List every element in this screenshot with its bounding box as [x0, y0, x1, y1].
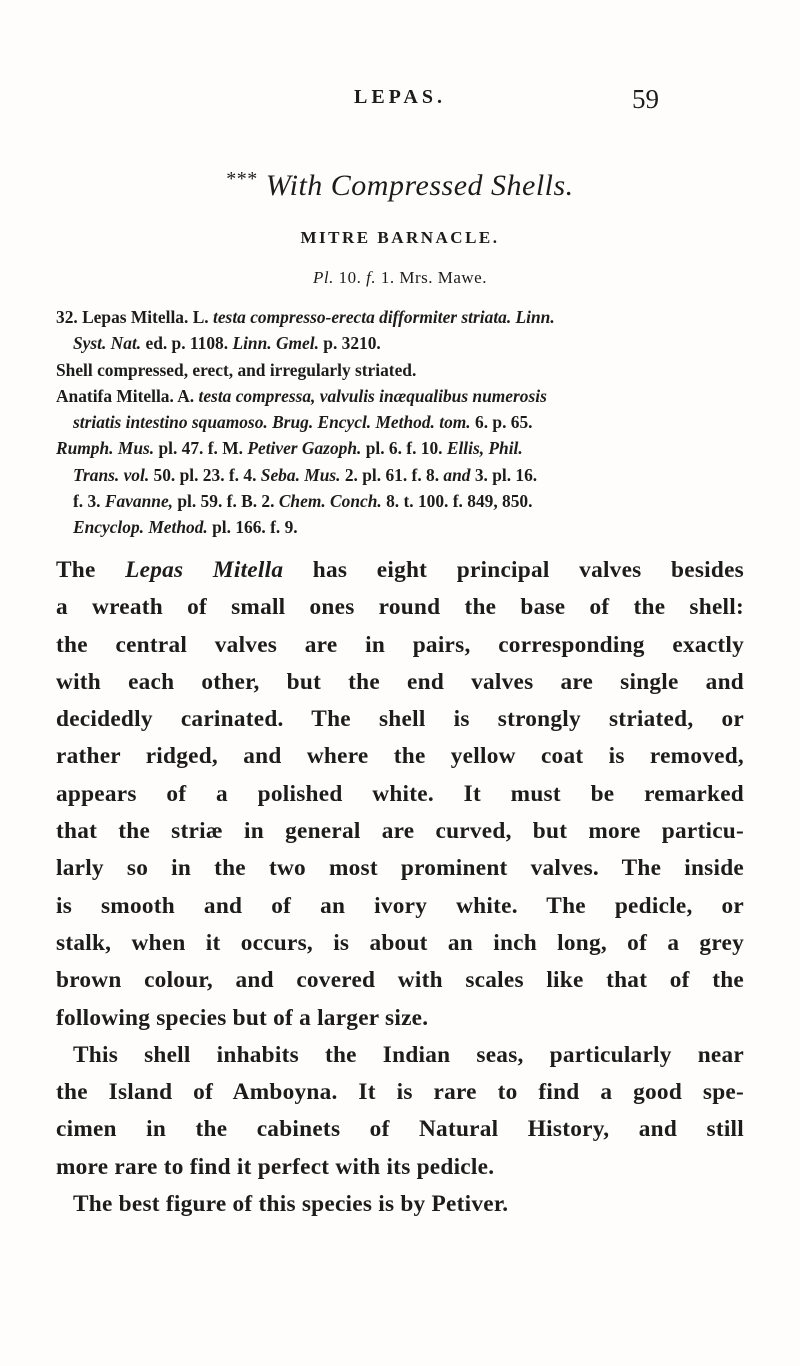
- syn-text: pl. 47. f. M.: [154, 438, 248, 459]
- syn-text: 32. Lepas Mitella. L.: [56, 307, 213, 327]
- syn-text: f. 3.: [73, 491, 105, 512]
- description-line: a wreath of small ones round the base of the shell:: [56, 594, 744, 621]
- syn-text: ed. p. 1108.: [141, 333, 233, 354]
- description-line: [56, 552, 744, 589]
- syn-translation: Shell compressed, erect, and irregularly striated.: [56, 359, 417, 380]
- syn-text: 2. pl. 61. f. 8.: [340, 464, 444, 485]
- description-line: the Island of Amboyna. It is rare to find a good spe-: [56, 1079, 744, 1106]
- description-line: the central valves are in pairs, corresponding exactly: [56, 631, 744, 658]
- syn-italic: Encyclop. Method.: [73, 517, 208, 538]
- synonymy-line: [56, 409, 716, 435]
- description-line: following species but of a larger size.: [56, 1004, 429, 1031]
- running-title: LEPAS.: [354, 86, 446, 108]
- desc-text: has eight principal valves besides: [283, 557, 744, 583]
- synonymy-line: [56, 330, 716, 356]
- description-line: stalk, when it occurs, is about an inch long, of a grey: [56, 929, 744, 956]
- plate-reference: [0, 268, 800, 288]
- description-line: rather ridged, and where the yellow coat is removed,: [56, 743, 744, 770]
- synonymy-line: [56, 435, 716, 461]
- syn-italic: Linn. Gmel.: [232, 333, 319, 354]
- syn-text: 50. pl. 23. f. 4.: [149, 464, 261, 485]
- syn-text: Anatifa Mitella. A.: [56, 385, 199, 406]
- synonymy-line: [56, 462, 716, 488]
- description-line: is smooth and of an ivory white. The pedicle, or: [56, 892, 744, 919]
- description-line: larly so in the two most prominent valves. The inside: [56, 855, 744, 882]
- description-line: appears of a polished white. It must be remarked: [56, 780, 744, 807]
- syn-italic: Ellis, Phil.: [446, 438, 523, 459]
- description-line: decidedly carinated. The shell is strongly striated, or: [56, 706, 744, 733]
- synonymy-block: [56, 304, 716, 541]
- description-line: brown colour, and covered with scales like that of the: [56, 967, 744, 994]
- description-line: This shell inhabits the Indian seas, particularly near: [73, 1041, 744, 1068]
- syn-italic: Petiver Gazoph.: [247, 438, 362, 459]
- syn-italic: Chem. Conch.: [278, 491, 382, 512]
- synonymy-line: [56, 383, 716, 409]
- syn-italic: testa compresso-erecta difformiter striata. Linn.: [213, 307, 555, 327]
- section-heading-text: With Compressed Shells.: [265, 169, 574, 202]
- species-name: Lepas Mitella: [125, 557, 284, 583]
- description-line: that the striæ in general are curved, but more particu-: [56, 818, 744, 845]
- syn-italic: Seba. Mus.: [260, 464, 341, 485]
- figure-abbrev: f.: [366, 268, 377, 287]
- syn-italic: Syst. Nat.: [73, 333, 142, 354]
- syn-text: pl. 166. f. 9.: [207, 517, 298, 538]
- syn-italic: Rumph. Mus.: [56, 438, 155, 459]
- syn-text: 8. t. 100. f. 849, 850.: [381, 491, 533, 512]
- description-line: cimen in the cabinets of Natural History, and still: [56, 1116, 744, 1143]
- description-line: The best figure of this species is by Petiver.: [73, 1191, 509, 1218]
- plate-number: 10.: [333, 268, 367, 287]
- syn-italic: and: [443, 464, 471, 485]
- syn-text: p. 3210.: [318, 333, 381, 354]
- synonymy-line: [56, 488, 716, 514]
- running-head: [0, 84, 800, 114]
- syn-italic: Trans. vol.: [73, 464, 150, 485]
- page-number: 59: [632, 84, 659, 114]
- syn-text: pl. 59. f. B. 2.: [173, 491, 279, 512]
- syn-text: 3. pl. 16.: [470, 464, 538, 485]
- plate-abbrev: Pl.: [313, 268, 334, 287]
- syn-text: 6. p. 65.: [470, 412, 533, 433]
- syn-italic: Favanne,: [104, 491, 174, 512]
- description-line: more rare to find it perfect with its pedicle.: [56, 1153, 495, 1180]
- section-heading: [0, 168, 800, 203]
- synonymy-line: [56, 357, 716, 383]
- syn-italic: testa compressa, valvulis inæqualibus numerosis: [198, 385, 547, 406]
- synonymy-line: [56, 514, 716, 540]
- syn-italic: striatis intestino squamoso. Brug. Encycl. Method. tom.: [73, 412, 471, 433]
- syn-text: pl. 6. f. 10.: [361, 438, 447, 459]
- synonymy-line: [56, 304, 716, 330]
- species-title: MITRE BARNACLE.: [300, 228, 500, 247]
- description-block: [56, 552, 744, 1223]
- desc-text: The: [56, 557, 126, 583]
- description-line: with each other, but the end valves are single and: [56, 668, 744, 695]
- figure-credit: 1. Mrs. Mawe.: [376, 268, 487, 287]
- section-asterisks: ***: [226, 168, 258, 190]
